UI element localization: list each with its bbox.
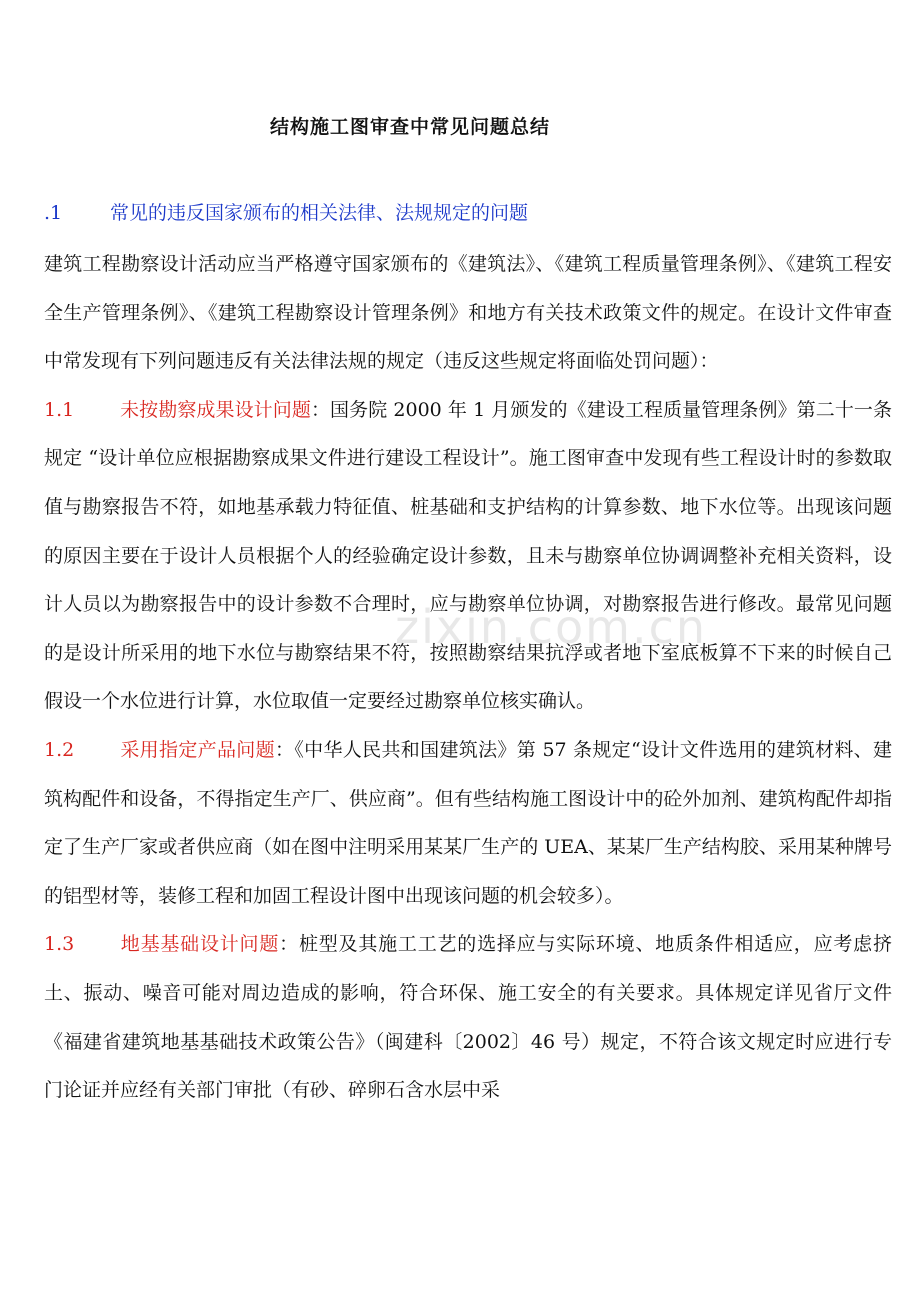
section-colon: ： <box>279 933 299 956</box>
section-title: 未按勘察成果设计问题 <box>120 398 311 421</box>
section-number: 1.3 <box>44 933 75 956</box>
section-title: 采用指定产品问题 <box>120 738 275 761</box>
section-number: 1.1 <box>44 398 75 421</box>
section-1-3 <box>44 920 892 1114</box>
intro-paragraph: 建筑工程勘察设计活动应当严格遵守国家颁布的《建筑法》、《建筑工程质量管理条例》、《建筑工程安全生产管理条例》、《建筑工程勘察设计管理条例》和地方有关技术政策文件的规定。在设计文件审查中常发现有下列问题违反有关法律法规的规定（违反这些规定将面临处罚问题）： <box>44 253 892 373</box>
section-heading-text: 常见的违反国家颁布的相关法律、法规规定的问题 <box>110 202 529 224</box>
section-1-1 <box>44 386 892 726</box>
section-colon: ： <box>310 398 331 421</box>
watermark: zixin.com.cn <box>395 600 708 654</box>
section-heading-1 <box>44 198 884 225</box>
document-body <box>44 240 892 1115</box>
section-text: 桩型及其施工工艺的选择应与实际环境、地质条件相适应，应考虑挤土、振动、噪音可能对周边造成的影响，符合环保、施工安全的有关要求。具体规定详见省厅文件《福建省建筑地基基础技术政策公告》（闽建科〔2002〕46 号）规定，不符合该文规定时应进行专门论证并应经有关部门审批（有砂、碎卵石含水层中采 <box>44 933 892 1102</box>
section-heading-number: .1 <box>44 202 63 224</box>
section-1-2 <box>44 726 892 920</box>
section-text: 国务院 2000 年 1 月颁发的《建设工程质量管理条例》第二十一条规定 “设计单位应根据勘察成果文件进行建设工程设计”。施工图审查中发现有些工程设计时的参数取值与勘察报告不符，如地基承载力特征值、桩基础和支护结构的计算参数、地下水位等。出现该问题的原因主要在于设计人员根据个人的经验确定设计参数，且未与勘察单位协调调整补充相关资料，设计人员以为勘察报告中的设计参数不合理时，应与勘察单位协调，对勘察报告进行修改。最常见问题的是设计所采用的地下水位与勘察结果不符，按照勘察结果抗浮或者地下室底板算不下来的时候自己假设一个水位进行计算，水位取值一定要经过勘察单位核实确认。 <box>44 398 892 713</box>
section-colon: ： <box>274 738 295 761</box>
section-text: 《中华人民共和国建筑法》第 57 条规定“设计文件选用的建筑材料、建筑构配件和设备，不得指定生产厂、供应商”。但有些结构施工图设计中的砼外加剂、建筑构配件却指定了生产厂家或者供应商（如在图中注明采用某某厂生产的 UEA、某某厂生产结构胶、采用某种牌号的铝型材等，装修工程和加固工程设计图中出现该问题的机会较多）。 <box>44 738 892 907</box>
section-title: 地基基础设计问题 <box>120 933 280 956</box>
section-number: 1.2 <box>44 738 75 761</box>
document-title: 结构施工图审查中常见问题总结 <box>269 116 550 138</box>
